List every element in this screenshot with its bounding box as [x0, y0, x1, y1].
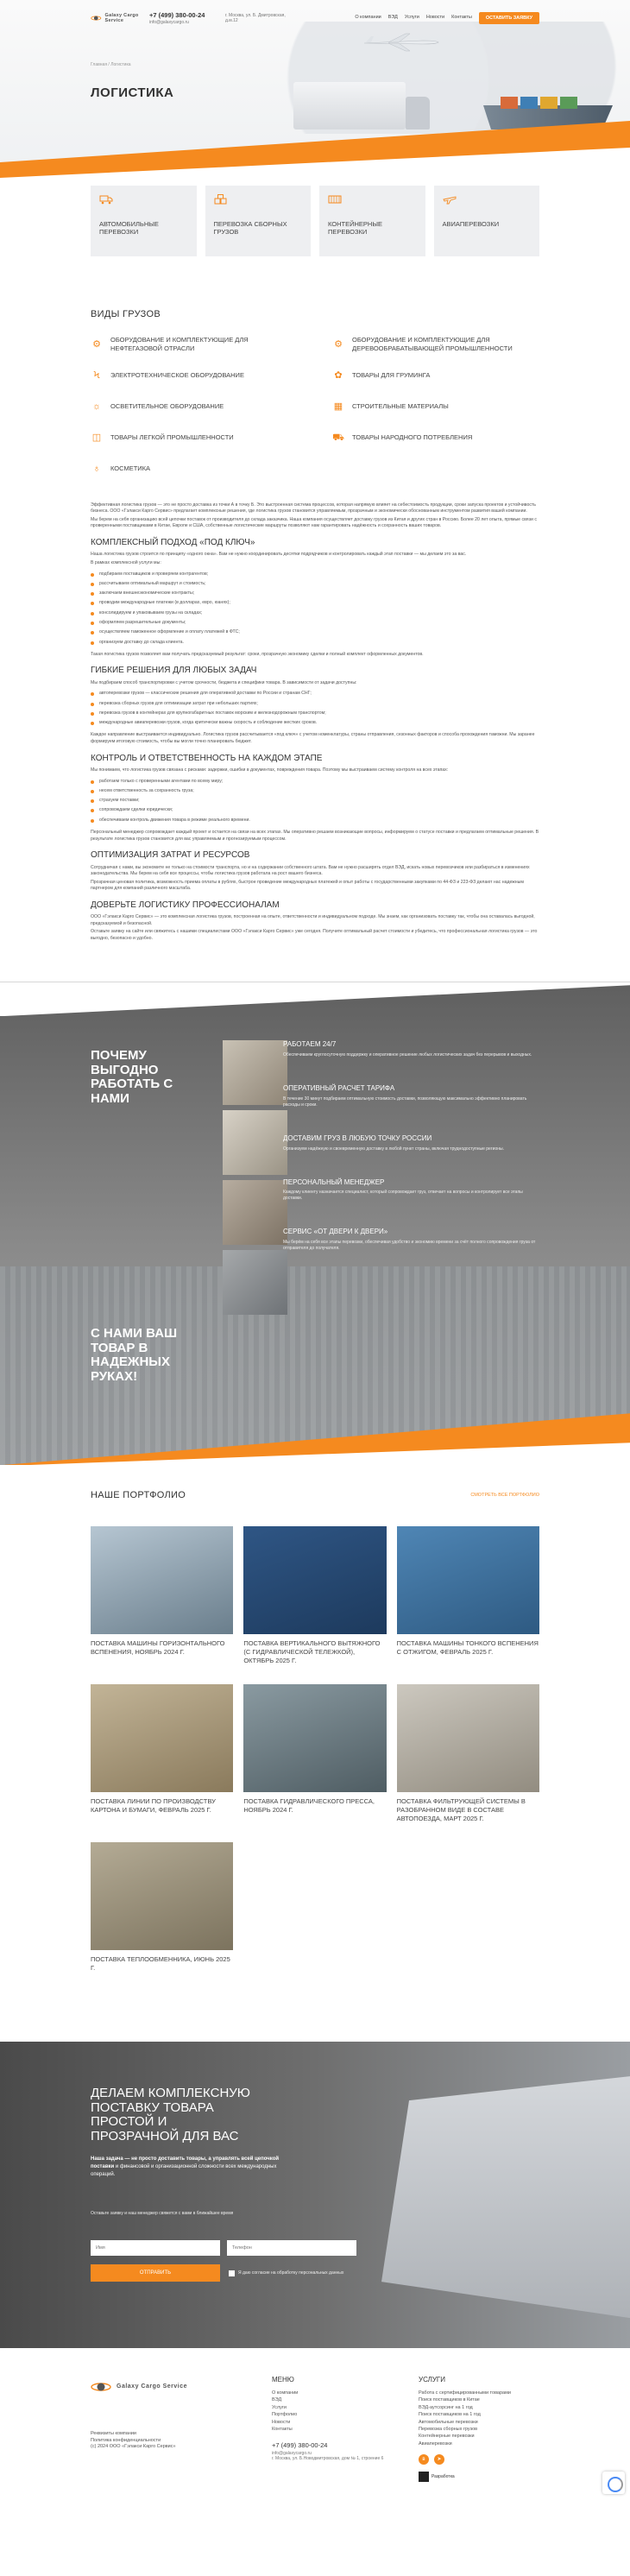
portfolio-item[interactable] — [397, 1526, 539, 1674]
portfolio-caption: ПОСТАВКА МАШИНЫ ГОРИЗОНТАЛЬНОГО ВСПЕНЕНИЯ, НОЯБРЬ 2024 Г. — [91, 1639, 225, 1656]
footer-logo[interactable] — [91, 2379, 272, 2395]
header — [91, 7, 539, 29]
portfolio-image — [397, 1684, 539, 1792]
portfolio-grid — [91, 1526, 539, 1990]
footer-services — [419, 2376, 557, 2482]
list-item: сопровождаем сделки юридически; — [91, 805, 539, 815]
cta-lead-text: и финансовой и организационной сложности всех международных операций. — [91, 2163, 277, 2177]
cargo-item — [91, 333, 298, 356]
article-paragraph: В рамках комплексной услуги мы: — [91, 560, 161, 565]
footer-link[interactable]: ВЭД — [272, 2397, 282, 2403]
list-item: работаем только с проверенными агентами по всему миру; — [91, 777, 539, 786]
why-item-text: Мы берём на себя все этапы перевозки, обеспечивая удобство и экономию времени за счёт полного сопровождения груза от отправителя до получателя. — [283, 1240, 536, 1252]
article-paragraph: Мы подбираем способ транспортировки с учетом срочности, бюджета и специфики товара. В зависимости от задачи доступны: — [91, 679, 357, 685]
footer-services-title: УСЛУГИ — [419, 2376, 446, 2384]
lightning-icon: Ϟ — [93, 369, 100, 381]
why-item-text: Обеспечиваем круглосуточную поддержку и оперативное решение любых логистических задач без перерывов и выходных. — [283, 1052, 532, 1058]
why-photo — [223, 1250, 287, 1315]
article-paragraph: Наша логистика грузов строится по принципу «одного окна». Вам не нужно координировать десятки подрядчиков и контролировать каждый этап поставки — мы делаем это за вас. — [91, 552, 467, 558]
portfolio-item[interactable] — [91, 1842, 233, 1990]
list-item: подбираем поставщиков и проверяем контрагентов; — [91, 570, 539, 579]
portfolio-all-link[interactable]: СМОТРЕТЬ ВСЕ ПОРТФОЛИО — [470, 1492, 539, 1498]
why-top-stripe — [0, 982, 630, 1016]
portfolio-caption: ПОСТАВКА ФИЛЬТРУЮЩЕЙ СИСТЕМЫ В РАЗОБРАННОМ ВИДЕ В СОСТАВЕ АВТОПОЕЗДА, МАРТ 2025 Г. — [396, 1797, 526, 1822]
footer-link[interactable]: Портфолио — [272, 2412, 298, 2418]
container-image — [520, 97, 538, 109]
cargo-label: КОСМЕТИКА — [110, 464, 151, 473]
why-item-text: Организуем надёжную и своевременную доставку в любой пункт страны, включая труднодоступные регионы. — [283, 1146, 504, 1152]
complex-list — [91, 570, 539, 647]
portfolio-title: НАШЕ ПОРТФОЛИО — [91, 1490, 186, 1501]
consent-label: Я даю согласие на обработку персональных данных — [238, 2270, 344, 2276]
list-item: обеспечиваем контроль движения товара в режиме реального времени. — [91, 816, 539, 825]
cargo-item — [91, 458, 298, 480]
list-item: оформляем разрешительные документы; — [91, 618, 539, 628]
portfolio-image — [397, 1526, 539, 1634]
portfolio-item[interactable] — [243, 1526, 386, 1674]
article-paragraph: Оставьте заявку на сайте или свяжитесь с нашими специалистами ООО «Гэлакси Карго Сервис» уже сегодня. Получите оптимальный расчет стоимости и убедитесь, что профессиональная логистика грузов — это выгодно, безопасно и удобно. — [91, 929, 538, 941]
logo-icon — [91, 2379, 111, 2395]
hero — [0, 0, 630, 186]
cargo-item — [332, 426, 539, 449]
cargo-label: ТОВАРЫ ДЛЯ ГРУМИНГА — [352, 371, 431, 380]
list-item: заключаем внешнеэкономические контракты; — [91, 589, 539, 598]
footer-link[interactable]: Поиск поставщиков в Китае — [419, 2397, 480, 2403]
breadcrumb[interactable]: Главная / Логистика — [91, 62, 131, 67]
cargo-label: ТОВАРЫ НАРОДНОГО ПОТРЕБЛЕНИЯ — [352, 433, 473, 442]
form-note: Оставьте заявку и наш менеджер свяжется с вами в ближайшее время — [91, 2211, 234, 2217]
cta-lead-bold: Наша задача — не просто доставить товары, а управлять всей цепочкой поставки — [91, 2156, 280, 2169]
portfolio — [0, 1489, 630, 1990]
name-field[interactable] — [91, 2240, 220, 2256]
portfolio-image — [91, 1684, 233, 1792]
footer — [0, 2348, 630, 2499]
footer-email[interactable]: info@galaxycargo.ru — [272, 2450, 312, 2456]
article-paragraph: Такая логистика грузов позволяет вам получать предсказуемый результат: сроки, прозрачную экономику сделки и полный комплект оформленных документов. — [91, 651, 424, 657]
portfolio-image — [91, 1842, 233, 1950]
why-photo — [223, 1110, 287, 1175]
portfolio-header — [91, 1489, 539, 1502]
service-cards — [0, 186, 630, 256]
footer-link[interactable]: Контейнерные перевозки — [419, 2434, 475, 2440]
why-item — [283, 1084, 542, 1108]
article-paragraph: Эффективная логистика грузов — это не просто доставка из точки А в точку Б. Это выстроенная система процессов, которая напрямую влияет на себестоимость продукции, сроки запуска проектов и устойчивость бизнеса. ООО «Гэлакси Карго Сервис» предлагает комплексные решения, где логистика грузов становится управляемым, прозрачным и экономически обоснованным инструментом развития вашей компании. — [91, 502, 537, 515]
developer-logo-icon — [419, 2472, 429, 2482]
footer-link[interactable]: Автомобильные перевозки — [419, 2419, 478, 2425]
copyright: (с) 2024 ООО «Гэлакси Карго Сервис» — [91, 2443, 176, 2449]
send-button[interactable]: ОТПРАВИТЬ — [91, 2264, 220, 2282]
why-item-title: СЕРВИС «ОТ ДВЕРИ К ДВЕРИ» — [283, 1228, 388, 1236]
article — [0, 502, 630, 942]
header-phone[interactable]: +7 (499) 380-00-24 — [149, 10, 205, 19]
bulb-icon: ☼ — [91, 401, 102, 412]
cargo-item — [91, 364, 298, 387]
footer-contacts — [272, 2441, 419, 2462]
page-title: ЛОГИСТИКА — [91, 85, 174, 100]
why-item-title: ОПЕРАТИВНЫЙ РАСЧЕТ ТАРИФА — [283, 1084, 395, 1093]
why-item-text: Каждому клиенту назначается специалист, который сопровождает груз, отвечает на вопросы и контролирует все этапы доставки. — [283, 1190, 523, 1202]
footer-link[interactable]: Авиаперевозки — [419, 2440, 452, 2447]
cta-section — [0, 2042, 630, 2348]
footer-logo-text: Galaxy Cargo Service — [117, 2383, 187, 2390]
portfolio-caption: ПОСТАВКА ГИДРАВЛИЧЕСКОГО ПРЕССА, НОЯБРЬ 2024 Г. — [243, 1797, 375, 1814]
list-item-link[interactable]: перевозка грузов в контейнерах для крупногабаритных поставок морским и железнодорожным транспортом; — [91, 709, 539, 718]
request-button[interactable]: ОСТАВИТЬ ЗАЯВКУ — [479, 12, 539, 24]
article-paragraph: Персональный менеджер сопровождает каждый проект и остается на связи на всех этапах. Мы оперативно решаем возникающие вопросы, информируем о статусе поставки и предлагаем оптимальные решения. В результате логистика грузов становится для вас управляемым и прогнозируемым процессом. — [91, 829, 539, 842]
article-paragraph: Мы берем на себя организацию всей цепочки поставок от производителя до склада заказчика. Наша компания осуществляет доставку грузов из Китая и других стран в Россию. Более 20 лет опыта, прямые связи с проверенными поставщиками в Китае, Европе и США, собственные логистические маршруты позволяют нам гарантировать надёжность и сохранность ваших товаров. — [91, 516, 537, 529]
brick-icon: ▦ — [333, 401, 343, 412]
footer-link[interactable]: Новости — [272, 2419, 291, 2425]
why-slogan: С НАМИ ВАШ ТОВАР В НАДЕЖНЫХ РУКАХ! — [91, 1326, 178, 1384]
footer-link[interactable]: Работа с сертифицированными товарами — [419, 2390, 511, 2396]
list-item: страхуем поставки; — [91, 796, 539, 805]
footer-brand — [91, 2376, 272, 2482]
portfolio-caption: ПОСТАВКА ТЕПЛООБМЕННИКА, ИЮНЬ 2025 Г. — [91, 1955, 230, 1972]
truck-image — [354, 2076, 630, 2318]
nav-about[interactable]: О компании — [355, 15, 381, 21]
footer-link[interactable]: О компании — [272, 2390, 299, 2396]
control-list — [91, 777, 539, 825]
logo-text: Galaxy Cargo Service — [104, 12, 139, 23]
cargo-label: ОБОРУДОВАНИЕ И КОМПЛЕКТУЮЩИЕ ДЛЯ ДЕРЕВООБРАБАТЫВАЮЩЕЙ ПРОМЫШЛЕННОСТИ — [352, 336, 513, 352]
cargo-label: ОБОРУДОВАНИЕ И КОМПЛЕКТУЮЩИЕ ДЛЯ НЕФТЕГАЗОВОЙ ОТРАСЛИ — [110, 336, 249, 352]
container-image — [501, 97, 518, 109]
container-image — [560, 97, 577, 109]
portfolio-image — [243, 1684, 386, 1792]
footer-phone[interactable]: +7 (499) 380-00-24 — [272, 2441, 328, 2450]
cargo-title: ВИДЫ ГРУЗОВ — [91, 309, 161, 319]
service-card-label: АВИАПЕРЕВОЗКИ — [442, 220, 500, 228]
gear-icon: ⚙ — [334, 338, 343, 350]
article-paragraph: Прозрачная ценовая политика, возможность приема оплаты в рублях, быстрое проведение международных платежей и опыт работы с государственными закупками по 44-ФЗ и 223-ФЗ делают нас надежным партнером для компаний различного масштаба. — [91, 879, 524, 892]
article-heading: ДОВЕРЬТЕ ЛОГИСТИКУ ПРОФЕССИОНАЛАМ — [91, 900, 280, 910]
portfolio-item[interactable] — [243, 1684, 386, 1832]
why-photo — [223, 1040, 287, 1105]
footer-link[interactable]: Контакты — [272, 2427, 293, 2433]
article-heading: ГИБКИЕ РЕШЕНИЯ ДЛЯ ЛЮБЫХ ЗАДАЧ — [91, 666, 257, 676]
why-photo — [223, 1180, 287, 1245]
why-item — [283, 1178, 542, 1203]
container-icon — [328, 194, 342, 205]
footer-link[interactable]: ВЭД-аутсорсинг на 1 год — [419, 2404, 473, 2410]
telegram-icon[interactable]: ➤ — [434, 2454, 444, 2465]
footer-menu — [272, 2376, 419, 2482]
portfolio-image — [91, 1526, 233, 1634]
nav-services[interactable]: Услуги — [404, 15, 419, 21]
container-image — [540, 97, 558, 109]
article-heading: КОНТРОЛЬ И ОТВЕТСТВЕННОСТЬ НА КАЖДОМ ЭТАПЕ — [91, 753, 323, 763]
cosmetic-icon: ♁ — [92, 463, 101, 474]
cargo-item — [332, 364, 539, 387]
service-card-groupage[interactable] — [205, 186, 312, 256]
footer-address: г. Москва, ул. Б.Новодмитровская, дом № 1, строение 6 — [272, 2456, 384, 2462]
why-photos — [223, 1040, 287, 1320]
truck-icon — [99, 194, 113, 205]
truck-image — [293, 82, 406, 129]
cargo-item — [91, 395, 298, 418]
portfolio-item[interactable] — [397, 1684, 539, 1832]
developer-credit[interactable] — [419, 2472, 557, 2482]
why-title: ПОЧЕМУ ВЫГОДНО РАБОТАТЬ С НАМИ — [91, 1048, 173, 1106]
footer-link[interactable]: Перевозка сборных грузов — [419, 2427, 478, 2433]
cta-title: ДЕЛАЕМ КОМПЛЕКСНУЮ ПОСТАВКУ ТОВАРА ПРОСТОЙ И ПРОЗРАЧНОЙ ДЛЯ ВАС — [91, 2086, 250, 2144]
service-card-label: АВТОМОБИЛЬНЫЕ ПЕРЕВОЗКИ — [99, 220, 159, 237]
phone-field[interactable] — [227, 2240, 356, 2256]
footer-legal — [91, 2431, 272, 2450]
why-item-title: ПЕРСОНАЛЬНЫЙ МЕНЕДЖЕР — [283, 1178, 385, 1186]
logo-icon — [91, 12, 102, 24]
why-list — [283, 1040, 542, 1278]
why-item — [283, 1228, 542, 1252]
cargo-grid — [91, 333, 539, 480]
list-item: консолидируем и упаковываем грузы на складах; — [91, 609, 539, 618]
cargo-item — [332, 333, 539, 356]
cargo-label: ТОВАРЫ ЛЕГКОЙ ПРОМЫШЛЕННОСТИ — [110, 433, 234, 442]
service-card-air[interactable] — [434, 186, 540, 256]
paw-icon: ✿ — [334, 369, 343, 381]
why-us — [0, 982, 630, 1465]
article-paragraph: Каждое направление выстраивается индивидуально. Логистика грузов рассчитывается «под ключ» с учетом номенклатуры, страны отправления, сезонных факторов и способа прохождения таможни. Мы заранее формируем итоговую стоимость, чтобы вы могли точно планировать бюджет. — [91, 732, 535, 744]
cta-form — [91, 2240, 356, 2256]
header-address: г. Москва, ул. Б. Дмитровская, д.м.12 — [225, 13, 286, 23]
list-item-link[interactable]: перевозка сборных грузов для оптимизации затрат при небольших партиях; — [91, 699, 539, 709]
list-item: организуем доставку до склада клиента. — [91, 638, 539, 647]
portfolio-image — [243, 1526, 386, 1634]
portfolio-caption: ПОСТАВКА ВЕРТИКАЛЬНОГО ВЫТЯЖНОГО (С ГИДРАВЛИЧЕСКОЙ ТЕЛЕЖКОЙ), ОКТЯБРЬ 2025 Г. — [243, 1639, 381, 1664]
cargo-item — [332, 395, 539, 418]
checkbox-icon[interactable] — [229, 2270, 235, 2276]
nav-ved[interactable]: ВЭД — [387, 15, 398, 21]
article-heading: ОПТИМИЗАЦИЯ ЗАТРАТ И РЕСУРСОВ — [91, 850, 250, 861]
main-nav — [355, 12, 539, 24]
consent-checkbox[interactable] — [229, 2270, 358, 2276]
plane-icon — [362, 33, 440, 52]
social-links — [419, 2454, 557, 2465]
service-card-label: ПЕРЕВОЗКА СБОРНЫХ ГРУЗОВ — [213, 220, 287, 237]
cargo-item — [91, 426, 298, 449]
portfolio-caption: ПОСТАВКА МАШИНЫ ТОНКОГО ВСПЕНЕНИЯ С ОТЖИГОМ, ФЕВРАЛЬ 2025 Г. — [396, 1639, 539, 1656]
contact-block — [149, 11, 218, 26]
list-item-link[interactable]: международные авиаперевозки грузов, когда критически важны скорость и соблюдение жестких сроков. — [91, 718, 539, 728]
cargo-types — [0, 308, 630, 480]
list-item: проводим международные платежи (в долларах, евро, юанях); — [91, 598, 539, 608]
why-item — [283, 1040, 542, 1058]
why-item-text: В течение 30 минут подбираем оптимальную стоимость доставки, позволяющую максимально эффективно планировать расходы и сроки. — [283, 1095, 527, 1108]
cargo-label: СТРОИТЕЛЬНЫЕ МАТЕРИАЛЫ — [352, 402, 449, 411]
why-item — [283, 1134, 542, 1152]
cargo-label: ЭЛЕКТРОТЕХНИЧЕСКОЕ ОБОРУДОВАНИЕ — [110, 371, 244, 380]
service-card-container[interactable] — [319, 186, 425, 256]
footer-link[interactable]: Услуги — [272, 2404, 287, 2410]
cta-lead — [91, 2156, 293, 2178]
plane-icon — [443, 194, 457, 205]
cta-actions — [91, 2264, 358, 2282]
boxes-icon — [214, 194, 228, 205]
portfolio-item[interactable] — [91, 1684, 233, 1832]
flex-list — [91, 689, 539, 728]
recaptcha-badge[interactable] — [602, 2472, 625, 2494]
cart-icon: ⛟ — [332, 432, 344, 443]
header-email[interactable]: info@galaxycargo.ru — [149, 19, 189, 25]
logo[interactable] — [91, 12, 142, 24]
article-heading: КОМПЛЕКСНЫЙ ПОДХОД «ПОД КЛЮЧ» — [91, 537, 255, 547]
article-paragraph: Мы понимаем, что логистика грузов связана с рисками: задержки, ошибки в документах, повреждения товара. Поэтому мы выстраиваем систему контроля на всех этапах: — [91, 767, 449, 773]
footer-link[interactable]: Поиск поставщиков на 1 год — [419, 2412, 481, 2418]
nav-contacts[interactable]: Контакты — [451, 15, 472, 21]
list-item-link[interactable]: автоперевозки грузов — классические решения для оперативной доставки по России и странам СНГ; — [91, 689, 539, 698]
service-card-label: КОНТЕЙНЕРНЫЕ ПЕРЕВОЗКИ — [328, 220, 382, 237]
list-item: несем ответственность за сохранность груза; — [91, 786, 539, 796]
list-item: осуществляем таможенное оформление и оплату платежей в ФТС; — [91, 628, 539, 637]
nav-news[interactable]: Новости — [425, 15, 445, 21]
requisites-link[interactable]: Реквизиты компании — [91, 2431, 137, 2437]
footer-menu-title: МЕНЮ — [272, 2376, 294, 2384]
gears-icon: ⚙ — [92, 338, 101, 350]
article-paragraph: Сотрудничая с нами, вы экономите не только на стоимости транспорта, но и на содержании собственного штата. Вам не нужно расширять отдел ВЭД, искать новых перевозчиков или разбираться в изменениях законодательства. Мы берем на себя все процессы, чтобы логистика грузов работала на рост вашего бизнеса. — [91, 864, 530, 877]
service-card-auto[interactable] — [91, 186, 197, 256]
vk-icon[interactable]: в — [419, 2454, 429, 2465]
cargo-label: ОСВЕТИТЕЛЬНОЕ ОБОРУДОВАНИЕ — [110, 402, 224, 411]
developer-label: Разработка — [432, 2473, 455, 2479]
list-item: рассчитываем оптимальный маршрут и стоимость; — [91, 579, 539, 589]
privacy-link[interactable]: Политика конфиденциальности — [91, 2437, 161, 2443]
bag-icon: ◫ — [91, 432, 102, 443]
portfolio-caption: ПОСТАВКА ЛИНИИ ПО ПРОИЗВОДСТВУ КАРТОНА И БУМАГИ, ФЕВРАЛЬ 2025 Г. — [91, 1797, 216, 1814]
article-paragraph: ООО «Гэлакси Карго Сервис» — это комплексная логистика грузов, построенная на опыте, ответственности и индивидуальном подходе. Мы знаем, как организовать поставку так, чтобы она оставалась выгодной, предсказуемой и безопасной. — [91, 914, 535, 926]
why-item-title: ДОСТАВИМ ГРУЗ В ЛЮБУЮ ТОЧКУ РОССИИ — [283, 1133, 432, 1142]
portfolio-item[interactable] — [91, 1526, 233, 1674]
why-item-title: РАБОТАЕМ 24/7 — [283, 1040, 337, 1049]
